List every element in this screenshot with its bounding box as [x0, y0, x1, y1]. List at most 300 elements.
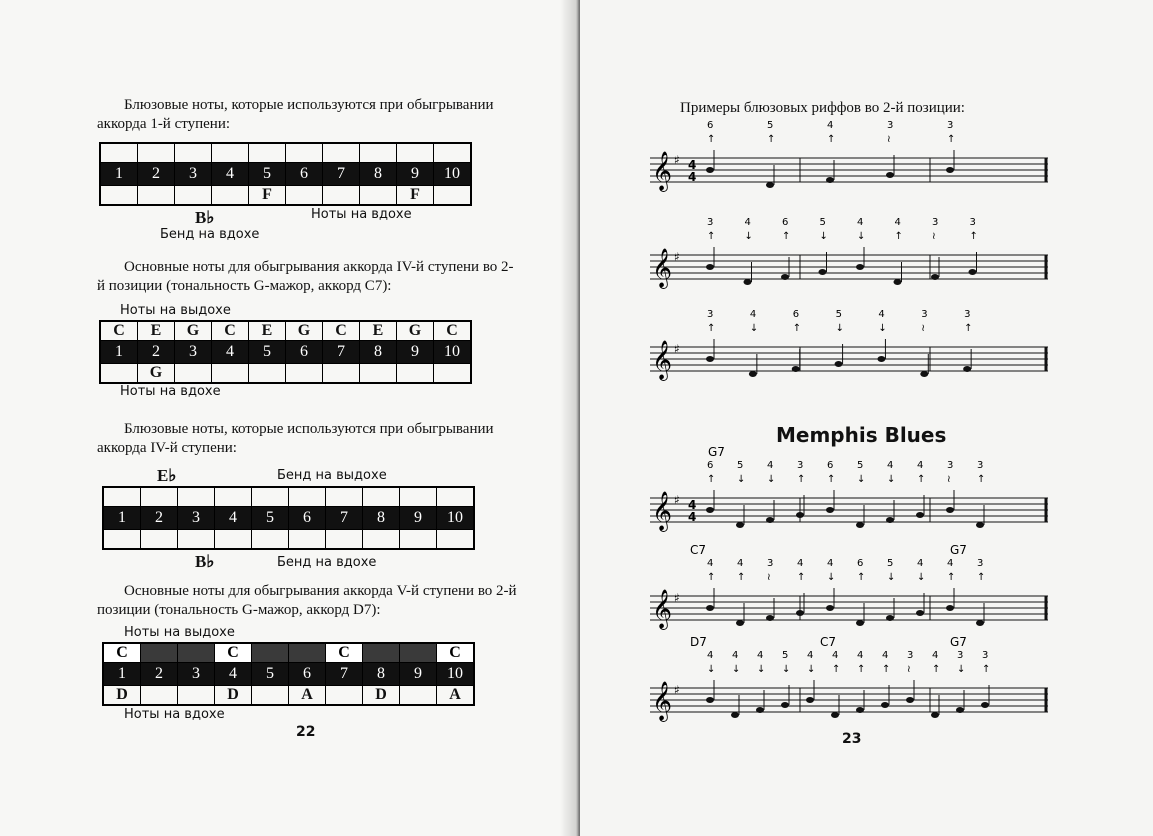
bend-inhale-label-2: Бенд на вдохе: [277, 555, 377, 570]
chord-symbol: G7: [950, 635, 967, 649]
staff-system: [650, 215, 1050, 305]
riffs-heading: Примеры блюзовых риффов во 2-й позиции:: [680, 100, 965, 116]
hole-cell: E: [360, 321, 397, 341]
hole-number: 5: [887, 558, 894, 569]
hole-cell: 9: [400, 663, 437, 686]
hole-cell: [363, 643, 400, 663]
note-head: [766, 615, 774, 621]
note-head: [831, 712, 839, 718]
hole-number: 4: [797, 558, 804, 569]
hole-cell: C: [212, 321, 249, 341]
hole-number: 4: [732, 650, 739, 661]
note-head: [706, 507, 714, 513]
note-head: [886, 172, 894, 178]
hole-cell: [138, 143, 175, 163]
page-number-right: 23: [842, 731, 862, 747]
hole-cell: 1: [103, 663, 141, 686]
hole-cell: 2: [138, 163, 175, 186]
treble-clef-icon: 𝄞: [652, 151, 673, 191]
hole-number: 5: [767, 120, 774, 131]
bend-arrow-icon: ≀: [947, 474, 951, 485]
bend-arrow-icon: ≀: [907, 664, 911, 675]
hole-number: 6: [857, 558, 864, 569]
hole-cell: C: [434, 321, 472, 341]
hole-cell: 10: [437, 507, 475, 530]
note-head: [819, 269, 827, 275]
hole-cell: [326, 686, 363, 706]
hole-cell: 3: [178, 507, 215, 530]
note-head: [856, 620, 864, 626]
bend-arrow-icon: ≀: [932, 231, 936, 242]
exhale-arrow-icon: ↑: [707, 323, 716, 334]
note-head: [806, 697, 814, 703]
hole-cell: [286, 364, 323, 384]
hole-cell: 7: [323, 341, 360, 364]
chord-symbol: C7: [820, 635, 837, 649]
note-head: [906, 697, 914, 703]
exhale-arrow-icon: ↑: [707, 474, 716, 485]
bend-arrow-icon: ≀: [921, 323, 926, 334]
note-head: [792, 366, 800, 372]
inhale-arrow-icon: ↓: [957, 664, 966, 675]
hole-cell: A: [289, 686, 326, 706]
hole-cell: [360, 186, 397, 206]
hole-cell: 5: [252, 507, 289, 530]
note-head: [956, 707, 964, 713]
note-head: [969, 269, 977, 275]
hole-number: 4: [894, 217, 901, 228]
inhale-arrow-icon: ↓: [782, 664, 791, 675]
hole-cell: [138, 186, 175, 206]
hole-cell: [286, 186, 323, 206]
table-row-holes: [103, 663, 474, 686]
hole-cell: [175, 186, 212, 206]
hole-number: 4: [827, 120, 834, 131]
note-head: [736, 522, 744, 528]
hole-cell: [178, 686, 215, 706]
hole-cell: 5: [249, 341, 286, 364]
staff-system: [650, 307, 1050, 397]
note-head: [920, 371, 928, 377]
hole-cell: [397, 364, 434, 384]
staff-system: [650, 635, 1050, 738]
note-head: [706, 697, 714, 703]
hole-number: 6: [707, 120, 714, 131]
inhale-arrow-icon: ↓: [857, 231, 866, 242]
table-row-bottom: [103, 686, 474, 706]
hole-number: 3: [977, 460, 984, 471]
hole-number: 4: [707, 558, 714, 569]
hole-number: 4: [887, 460, 894, 471]
note-head: [976, 620, 984, 626]
paragraph-iv-chord: Основные ноты для обыгрывания аккорда IV-й ступени во 2-й позиции (тональность G-мажор, аккорд C7):: [97, 259, 514, 294]
hole-cell: D: [215, 686, 252, 706]
note-head: [946, 605, 954, 611]
exhale-arrow-icon: ↑: [797, 474, 806, 485]
exhale-arrow-icon: ↑: [977, 572, 986, 583]
key-signature-sharp: ♯: [674, 591, 680, 605]
bend-exhale-label: Бенд на выдохе: [277, 468, 387, 483]
hole-cell: [323, 364, 360, 384]
hole-cell: [252, 530, 289, 550]
hole-cell: [363, 530, 400, 550]
time-signature-bottom: 4: [688, 510, 697, 524]
exhale-arrow-icon: ↑: [792, 323, 802, 334]
hole-cell: 6: [289, 507, 326, 530]
hole-cell: [141, 643, 178, 663]
exhale-arrow-icon: ↑: [917, 474, 926, 485]
note-head: [981, 702, 989, 708]
hole-number: 4: [767, 460, 774, 471]
key-signature-sharp: ♯: [674, 683, 680, 697]
hole-number: 4: [807, 650, 814, 661]
hole-number: 6: [707, 460, 714, 471]
hole-cell: [434, 186, 472, 206]
hole-number: 4: [744, 217, 751, 228]
hole-cell: 7: [323, 163, 360, 186]
inhale-notes-label: Ноты на вдохе: [311, 207, 412, 222]
table-row-holes: [103, 507, 474, 530]
hole-cell: C: [437, 643, 475, 663]
hole-cell: [289, 487, 326, 507]
exhale-notes-label-3: Ноты на выдохе: [124, 625, 235, 640]
exhale-arrow-icon: ↑: [797, 572, 806, 583]
hole-number: 4: [707, 650, 714, 661]
harmonica-table-3: [102, 486, 475, 550]
note-head: [749, 371, 757, 377]
hole-number: 4: [749, 309, 757, 320]
key-signature-sharp: ♯: [674, 250, 680, 264]
note-head: [881, 702, 889, 708]
note-head: [756, 707, 764, 713]
hole-cell: [100, 186, 138, 206]
paragraph-blues-notes-i: Блюзовые ноты, которые используются при обыгрывании аккорда 1-й ступени:: [97, 97, 494, 132]
inhale-arrow-icon: ↓: [827, 572, 836, 583]
note-head: [826, 177, 834, 183]
hole-number: 3: [797, 460, 804, 471]
harmonica-table-1: [99, 142, 472, 206]
table-row-holes: [100, 163, 471, 186]
hole-cell: [100, 143, 138, 163]
exhale-arrow-icon: ↑: [707, 572, 716, 583]
hole-number: 4: [917, 558, 924, 569]
note-head: [826, 605, 834, 611]
exhale-arrow-icon: ↑: [947, 572, 956, 583]
hole-cell: 6: [286, 163, 323, 186]
note-head: [916, 512, 924, 518]
paragraph-v-chord: Основные ноты для обыгрывания аккорда V-й ступени во 2-й позиции (тональность G-мажор, аккорд D7):: [97, 583, 517, 618]
inhale-arrow-icon: ↓: [732, 664, 741, 675]
hole-cell: [215, 530, 252, 550]
bend-arrow-icon: ≀: [767, 572, 771, 583]
key-signature-sharp: ♯: [674, 493, 680, 507]
hole-cell: [178, 643, 215, 663]
hole-cell: A: [437, 686, 475, 706]
note-head: [706, 356, 714, 362]
hole-number: 6: [827, 460, 834, 471]
hole-cell: 10: [437, 663, 475, 686]
treble-clef-icon: 𝄞: [652, 491, 673, 531]
key-signature-sharp: ♯: [674, 342, 680, 356]
staff-system: [650, 445, 1050, 548]
inhale-arrow-icon: ↓: [887, 474, 896, 485]
note-head: [877, 356, 885, 362]
hole-number: 5: [835, 309, 842, 320]
hole-number: 4: [917, 460, 924, 471]
hole-cell: 1: [100, 341, 138, 364]
hole-number: 6: [782, 217, 789, 228]
inhale-arrow-icon: ↓: [749, 323, 759, 334]
exhale-arrow-icon: ↑: [707, 231, 716, 242]
time-signature-top: 4: [688, 498, 697, 512]
hole-cell: [249, 143, 286, 163]
hole-cell: [437, 487, 475, 507]
note-head: [931, 274, 939, 280]
hole-cell: 2: [138, 341, 175, 364]
hole-cell: 1: [100, 163, 138, 186]
memphis-blues-title: Memphis Blues: [776, 423, 947, 447]
treble-clef-icon: 𝄞: [652, 681, 673, 721]
hole-cell: 2: [141, 507, 178, 530]
hole-cell: D: [363, 686, 400, 706]
hole-number: 4: [737, 558, 744, 569]
treble-clef-icon: 𝄞: [652, 340, 673, 380]
table-row-bottom: [100, 186, 471, 206]
note-head: [744, 279, 752, 285]
hole-cell: [400, 686, 437, 706]
hole-cell: 9: [397, 163, 434, 186]
inhale-notes-label-2: Ноты на вдохе: [120, 384, 221, 399]
exhale-arrow-icon: ↑: [782, 231, 791, 242]
exhale-arrow-icon: ↑: [947, 134, 956, 145]
note-head: [731, 712, 739, 718]
note-head: [766, 182, 774, 188]
hole-cell: [175, 143, 212, 163]
hole-cell: G: [138, 364, 175, 384]
hole-number: 3: [887, 120, 894, 131]
hole-cell: F: [397, 186, 434, 206]
hole-cell: 8: [360, 163, 397, 186]
hole-number: 3: [964, 309, 971, 320]
hole-number: 3: [707, 217, 714, 228]
hole-cell: E: [249, 321, 286, 341]
hole-number: 3: [947, 120, 954, 131]
time-signature-top: 4: [688, 158, 697, 172]
hole-cell: 8: [363, 507, 400, 530]
table-row-top: [103, 643, 474, 663]
inhale-arrow-icon: ↓: [819, 231, 828, 242]
hole-number: 3: [707, 309, 714, 320]
note-head: [781, 274, 789, 280]
hole-cell: [103, 487, 141, 507]
inhale-arrow-icon: ↓: [807, 664, 816, 675]
hole-cell: [323, 143, 360, 163]
hole-cell: [249, 364, 286, 384]
hole-cell: E: [138, 321, 175, 341]
chord-symbol: D7: [690, 635, 707, 649]
hole-number: 5: [737, 460, 744, 471]
hole-cell: [100, 364, 138, 384]
hole-number: 4: [832, 650, 839, 661]
exhale-arrow-icon: ↑: [767, 134, 776, 145]
note-head: [736, 620, 744, 626]
staff-system: [650, 118, 1050, 208]
hole-cell: [212, 364, 249, 384]
hole-cell: [141, 686, 178, 706]
hole-cell: [434, 364, 472, 384]
hole-cell: 8: [360, 341, 397, 364]
hole-number: 4: [878, 309, 885, 320]
inhale-arrow-icon: ↓: [744, 231, 753, 242]
bend-note-eflat: E♭: [157, 466, 177, 485]
exhale-arrow-icon: ↑: [827, 134, 836, 145]
hole-cell: 4: [212, 163, 249, 186]
hole-cell: 4: [215, 507, 252, 530]
hole-cell: 6: [289, 663, 326, 686]
page-number-left: 22: [296, 724, 316, 740]
exhale-notes-label: Ноты на выдохе: [120, 303, 231, 318]
inhale-arrow-icon: ↓: [707, 664, 716, 675]
hole-cell: [363, 487, 400, 507]
hole-cell: [400, 643, 437, 663]
hole-cell: [286, 143, 323, 163]
exhale-arrow-icon: ↑: [932, 664, 941, 675]
hole-cell: C: [326, 643, 363, 663]
hole-cell: 9: [400, 507, 437, 530]
hole-cell: 3: [175, 163, 212, 186]
hole-cell: C: [100, 321, 138, 341]
hole-number: 5: [819, 217, 826, 228]
note-head: [706, 264, 714, 270]
bend-inhale-label: Бенд на вдохе: [160, 227, 260, 242]
hole-number: 3: [767, 558, 774, 569]
hole-cell: [103, 530, 141, 550]
note-head: [963, 366, 971, 372]
inhale-arrow-icon: ↓: [887, 572, 896, 583]
hole-cell: 10: [434, 341, 472, 364]
exhale-arrow-icon: ↑: [857, 664, 866, 675]
table-row-top: [100, 321, 471, 341]
hole-number: 3: [932, 217, 939, 228]
harmonica-table-2: [99, 320, 472, 384]
treble-clef-icon: 𝄞: [652, 589, 673, 629]
inhale-arrow-icon: ↓: [757, 664, 766, 675]
hole-cell: D: [103, 686, 141, 706]
hole-number: 3: [957, 650, 964, 661]
hole-cell: [252, 686, 289, 706]
hole-number: 3: [907, 650, 914, 661]
note-head: [835, 361, 843, 367]
note-head: [826, 507, 834, 513]
hole-cell: C: [215, 643, 252, 663]
hole-cell: [400, 530, 437, 550]
hole-cell: [434, 143, 472, 163]
note-head: [946, 507, 954, 513]
hole-number: 4: [932, 650, 939, 661]
exhale-arrow-icon: ↑: [969, 231, 978, 242]
note-head: [916, 610, 924, 616]
exhale-arrow-icon: ↑: [737, 572, 746, 583]
hole-cell: 6: [286, 341, 323, 364]
hole-cell: [397, 143, 434, 163]
hole-cell: [175, 364, 212, 384]
hole-cell: [323, 186, 360, 206]
hole-cell: G: [286, 321, 323, 341]
hole-cell: [326, 530, 363, 550]
hole-cell: 10: [434, 163, 472, 186]
note-head: [856, 707, 864, 713]
note-head: [886, 517, 894, 523]
hole-cell: 4: [215, 663, 252, 686]
exhale-arrow-icon: ↑: [827, 474, 836, 485]
hole-number: 3: [982, 650, 989, 661]
hole-cell: 3: [178, 663, 215, 686]
hole-cell: [178, 487, 215, 507]
staff-system: [650, 543, 1050, 646]
note-head: [706, 605, 714, 611]
paragraph-blues-notes-iv: Блюзовые ноты, которые используются при обыгрывании аккорда IV-й ступени:: [97, 421, 494, 456]
table-row-bottom: [103, 530, 474, 550]
exhale-arrow-icon: ↑: [894, 231, 903, 242]
note-head: [946, 167, 954, 173]
hole-cell: [252, 643, 289, 663]
inhale-arrow-icon: ↓: [878, 323, 887, 334]
hole-cell: G: [397, 321, 434, 341]
hole-number: 3: [977, 558, 984, 569]
table-row-top: [103, 487, 474, 507]
exhale-arrow-icon: ↑: [964, 323, 973, 334]
hole-cell: [212, 186, 249, 206]
note-head: [931, 712, 939, 718]
hole-cell: [289, 530, 326, 550]
hole-cell: [141, 530, 178, 550]
harmonica-table-4: [102, 642, 475, 706]
inhale-notes-label-3: Ноты на вдохе: [124, 707, 225, 722]
hole-cell: [252, 487, 289, 507]
hole-number: 4: [827, 558, 834, 569]
hole-cell: 9: [397, 341, 434, 364]
exhale-arrow-icon: ↑: [977, 474, 986, 485]
note-head: [706, 167, 714, 173]
chord-symbol: C7: [690, 543, 707, 557]
inhale-arrow-icon: ↓: [767, 474, 776, 485]
hole-cell: C: [323, 321, 360, 341]
hole-cell: [141, 487, 178, 507]
hole-cell: [360, 143, 397, 163]
exhale-arrow-icon: ↑: [832, 664, 841, 675]
bend-note-bflat: B♭: [195, 208, 215, 227]
note-head: [856, 264, 864, 270]
hole-number: 4: [857, 217, 864, 228]
table-row-holes: [100, 341, 471, 364]
hole-number: 5: [782, 650, 789, 661]
hole-cell: [360, 364, 397, 384]
hole-cell: C: [103, 643, 141, 663]
hole-cell: [400, 487, 437, 507]
hole-number: 3: [947, 460, 954, 471]
hole-cell: G: [175, 321, 212, 341]
note-head: [796, 610, 804, 616]
hole-number: 4: [857, 650, 864, 661]
hole-number: 3: [969, 217, 976, 228]
inhale-arrow-icon: ↓: [857, 474, 866, 485]
note-head: [796, 512, 804, 518]
hole-cell: [326, 487, 363, 507]
hole-cell: 5: [252, 663, 289, 686]
right-page: [580, 0, 1153, 836]
hole-cell: [178, 530, 215, 550]
hole-cell: [437, 530, 475, 550]
